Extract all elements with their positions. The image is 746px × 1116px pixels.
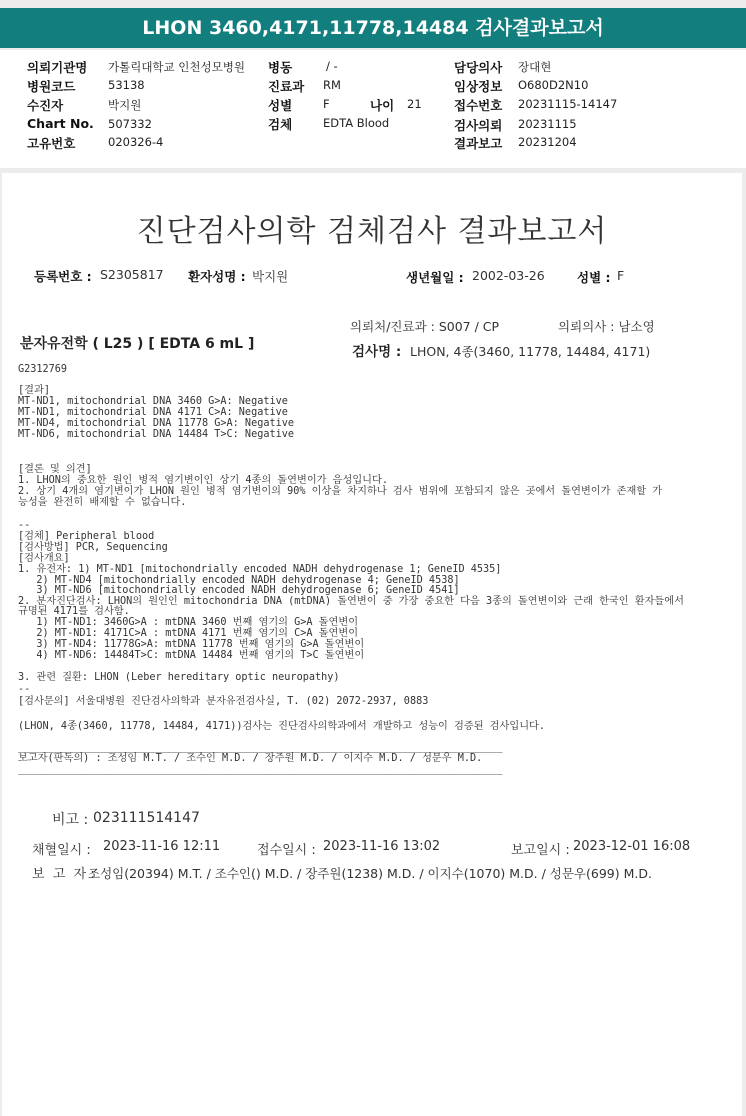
header-divider bbox=[0, 168, 746, 171]
ward-label: 병동 bbox=[268, 60, 293, 75]
report-text-line: _______________________________________________________________________________ bbox=[18, 764, 503, 775]
receipt-no-label: 접수번호 bbox=[454, 98, 503, 113]
patient-name-value: 박지원 bbox=[252, 269, 289, 284]
remark-value: 023111514147 bbox=[93, 810, 200, 826]
dept-label: 진료과 bbox=[268, 79, 305, 94]
requesting-dept: 의뢰처/진료과 : S007 / CP bbox=[350, 319, 500, 334]
test-name-value: LHON, 4종(3460, 11778, 14484, 4171) bbox=[410, 344, 651, 359]
report-time-label: 보고일시 : bbox=[511, 843, 570, 858]
report-text-line: [검사문의] 서울대병원 진단검사의학과 분자유전검사실, T. (02) 2072-2937, 0883 bbox=[18, 696, 429, 707]
unique-no-value: 020326-4 bbox=[108, 135, 164, 149]
report-date-value: 20231204 bbox=[518, 135, 577, 149]
receipt-time-value: 2023-11-16 13:02 bbox=[323, 839, 441, 854]
report-text-line: 1) MT-ND1: 3460G>A : mtDNA 3460 번째 염기의 G>A 돌연변이 bbox=[18, 617, 359, 628]
test-name-label: 검사명 : bbox=[352, 344, 402, 360]
report-date-label: 결과보고 bbox=[454, 136, 503, 151]
requesting-doctor: 의뢰의사 : 남소영 bbox=[558, 319, 655, 334]
receipt-no-value: 20231115-14147 bbox=[518, 97, 618, 111]
specimen-value: EDTA Blood bbox=[323, 116, 390, 130]
report-sex-label: 성별 : bbox=[577, 270, 611, 285]
reporter-label: 보 고 자 : bbox=[32, 867, 95, 882]
report-text-line: 능성을 완전히 배제할 수 없습니다. bbox=[18, 497, 187, 508]
report-text-line: 1. LHON의 중요한 원인 병적 염기변이인 상기 4종의 돌연변이가 음성입니다. bbox=[18, 475, 388, 486]
report-text-line: 3) MT-ND4: 11778G>A: mtDNA 11778 번째 염기의 G>A 돌연변이 bbox=[18, 639, 365, 650]
dept-value: RM bbox=[323, 78, 341, 92]
patient-label: 수진자 bbox=[27, 98, 64, 113]
birth-date-label: 생년월일 : bbox=[406, 270, 464, 285]
patient-value: 박지원 bbox=[108, 98, 142, 112]
report-text-line: [결과] bbox=[18, 385, 50, 396]
patient-header bbox=[0, 50, 746, 168]
report-text-line: 3) MT-ND6 [mitochondrially encoded NADH dehydrogenase 6; GeneID 4541] bbox=[18, 585, 460, 596]
reg-no-label: 등록번호 : bbox=[34, 269, 92, 284]
chart-no-label: Chart No. bbox=[27, 116, 94, 131]
report-text-line: 2) MT-ND1: 4171C>A : mtDNA 4171 번째 염기의 C>A 돌연변이 bbox=[18, 628, 359, 639]
unique-no-label: 고유번호 bbox=[27, 136, 76, 151]
report-title: 진단검사의학 검체검사 결과보고서 bbox=[136, 214, 608, 249]
ward-value: / - bbox=[326, 59, 338, 73]
report-text-line: [결론 및 의견] bbox=[18, 464, 92, 475]
doctor-value: 장대현 bbox=[518, 60, 552, 74]
report-text-line: 4) MT-ND6: 14484T>C: mtDNA 14484 번째 염기의 T>C 돌연변이 bbox=[18, 650, 365, 661]
report-text-line: 규명된 4171를 검사함. bbox=[18, 606, 130, 617]
birth-date-value: 2002-03-26 bbox=[472, 268, 545, 283]
sex-label: 성별 bbox=[268, 98, 293, 113]
report-text-line: 3. 관련 질환: LHON (Leber hereditary optic neuropathy) bbox=[18, 672, 340, 683]
age-label: 나이 bbox=[370, 98, 395, 113]
report-text-line: MT-ND1, mitochondrial DNA 3460 G>A: Negative bbox=[18, 396, 288, 407]
age-value: 21 bbox=[407, 97, 422, 111]
institution-value: 가톨릭대학교 인천성모병원 bbox=[108, 60, 245, 74]
report-text-line: 2. 상기 4개의 염기변이가 LHON 원인 병적 염기변이의 90% 이상을 차지하나 검사 범위에 포함되지 않은 곳에서 돌연변이가 존재할 가 bbox=[18, 486, 663, 497]
reporter-value: 조성임(20394) M.T. / 조수인() M.D. / 장주원(1238) M.D. / 이지수(1070) M.D. / 성문우(699) M.D. bbox=[88, 866, 652, 881]
report-text-line: [검사개요] bbox=[18, 553, 70, 564]
patient-name-label: 환자성명 : bbox=[188, 269, 246, 284]
doctor-label: 담당의사 bbox=[454, 60, 503, 75]
report-text-line: [검체] Peripheral blood bbox=[18, 531, 155, 542]
hospital-code-value: 53138 bbox=[108, 78, 145, 92]
report-text-line: 1. 유전자: 1) MT-ND1 [mitochondrially encoded NADH dehydrogenase 1; GeneID 4535] bbox=[18, 564, 502, 575]
report-text-line: (LHON, 4종(3460, 11778, 14484, 4171))검사는 진단검사의학과에서 개발하고 성능이 검증된 검사입니다. bbox=[18, 721, 546, 732]
request-date-value: 20231115 bbox=[518, 117, 577, 131]
section-title: 분자유전학 ( L25 ) [ EDTA 6 mL ] bbox=[20, 336, 255, 352]
sex-value: F bbox=[323, 97, 330, 111]
reg-no-value: S2305817 bbox=[100, 267, 164, 282]
clinical-info-value: O680D2N10 bbox=[518, 78, 589, 92]
report-text-line: [검사방법] PCR, Sequencing bbox=[18, 542, 168, 553]
report-sex-value: F bbox=[617, 268, 625, 283]
institution-label: 의뢰기관명 bbox=[27, 60, 88, 75]
report-text-line: -- bbox=[18, 684, 31, 695]
report-paper bbox=[2, 173, 742, 1116]
clinical-info-label: 임상정보 bbox=[454, 79, 503, 94]
report-banner-title: LHON 3460,4171,11778,14484 검사결과보고서 bbox=[0, 8, 746, 48]
remark-label: 비고 : bbox=[52, 812, 89, 828]
report-text-line: 2. 분자진단검사: LHON의 원인인 mitochondria DNA (mtDNA) 돌연변이 중 가장 중요한 다음 3종의 돌연변이와 근래 한국인 환자들에서 bbox=[18, 596, 684, 607]
report-text-line: MT-ND6, mitochondrial DNA 14484 T>C: Negative bbox=[18, 429, 295, 440]
report-text-line: 보고자(판독의) : 조성임 M.T. / 조수인 M.D. / 장주원 M.D. / 이지수 M.D. / 성문우 M.D. bbox=[18, 753, 483, 764]
receipt-time-label: 접수일시 : bbox=[257, 843, 316, 858]
report-text-line: MT-ND1, mitochondrial DNA 4171 C>A: Negative bbox=[18, 407, 288, 418]
report-text-line: 2) MT-ND4 [mitochondrially encoded NADH dehydrogenase 4; GeneID 4538] bbox=[18, 575, 460, 586]
request-date-label: 검사의뢰 bbox=[454, 118, 503, 133]
report-text-line: _______________________________________________________________________________ bbox=[18, 742, 503, 753]
chart-no-value: 507332 bbox=[108, 117, 152, 131]
report-time-value: 2023-12-01 16:08 bbox=[573, 839, 691, 854]
hospital-code-label: 병원코드 bbox=[27, 79, 76, 94]
specimen-label: 검체 bbox=[268, 117, 293, 132]
report-text-line: -- bbox=[18, 520, 31, 531]
collection-label: 채혈일시 : bbox=[32, 843, 91, 858]
report-text-line: MT-ND4, mitochondrial DNA 11778 G>A: Negative bbox=[18, 418, 295, 429]
specimen-number: G2312769 bbox=[18, 364, 68, 375]
collection-value: 2023-11-16 12:11 bbox=[103, 839, 221, 854]
